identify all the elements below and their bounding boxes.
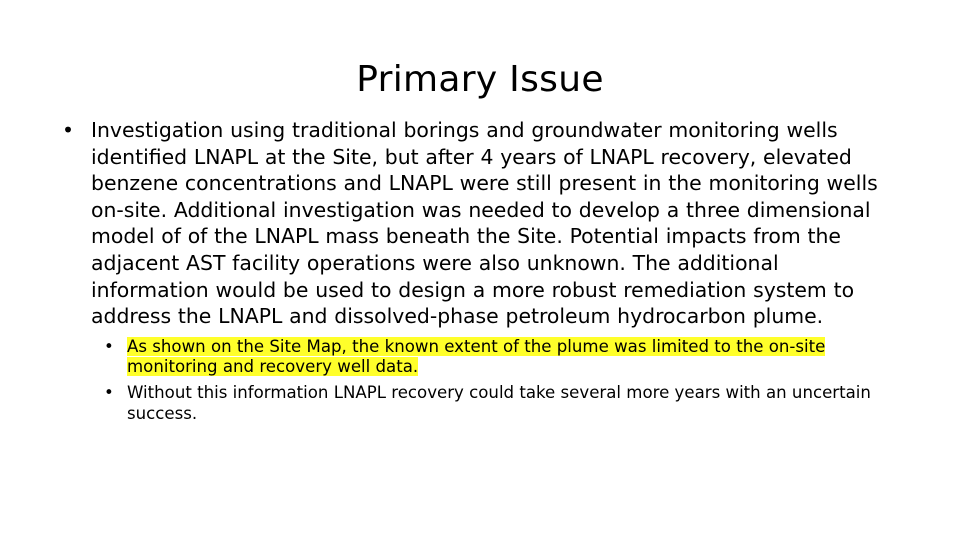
bullet-dot-icon: • [104, 336, 114, 356]
sub-bullet [60, 337, 887, 378]
main-bullet-text: Investigation using traditional borings and groundwater monitoring wells identified LNAPL at the Site, but after 4 years of LNAPL recovery, elevated benzene concentrations and LNAPL were still present in the monitoring wells on-site. Additional investigation was needed to develop a three dimensional model of of the LNAPL mass beneath the Site. Potential impacts from the adjacent AST facility operations were also unknown. The additional information would be used to design a more robust remediation system to address the LNAPL and dissolved-phase petroleum hydrocarbon plume. [91, 118, 878, 329]
bullet-list [60, 117, 900, 424]
sub-bullet-list [60, 337, 900, 424]
main-bullet [60, 117, 901, 330]
bullet-dot-icon: • [62, 118, 75, 142]
sub-bullet [60, 383, 887, 424]
slide-title: Primary Issue [356, 59, 604, 100]
bullet-dot-icon: • [104, 382, 114, 402]
highlighted-sub-bullet-text: As shown on the Site Map, the known extent of the plume was limited to the on-site monitoring and recovery well data. [127, 336, 826, 377]
sub-bullet-text: Without this information LNAPL recovery could take several more years with an uncertain success. [127, 382, 871, 423]
